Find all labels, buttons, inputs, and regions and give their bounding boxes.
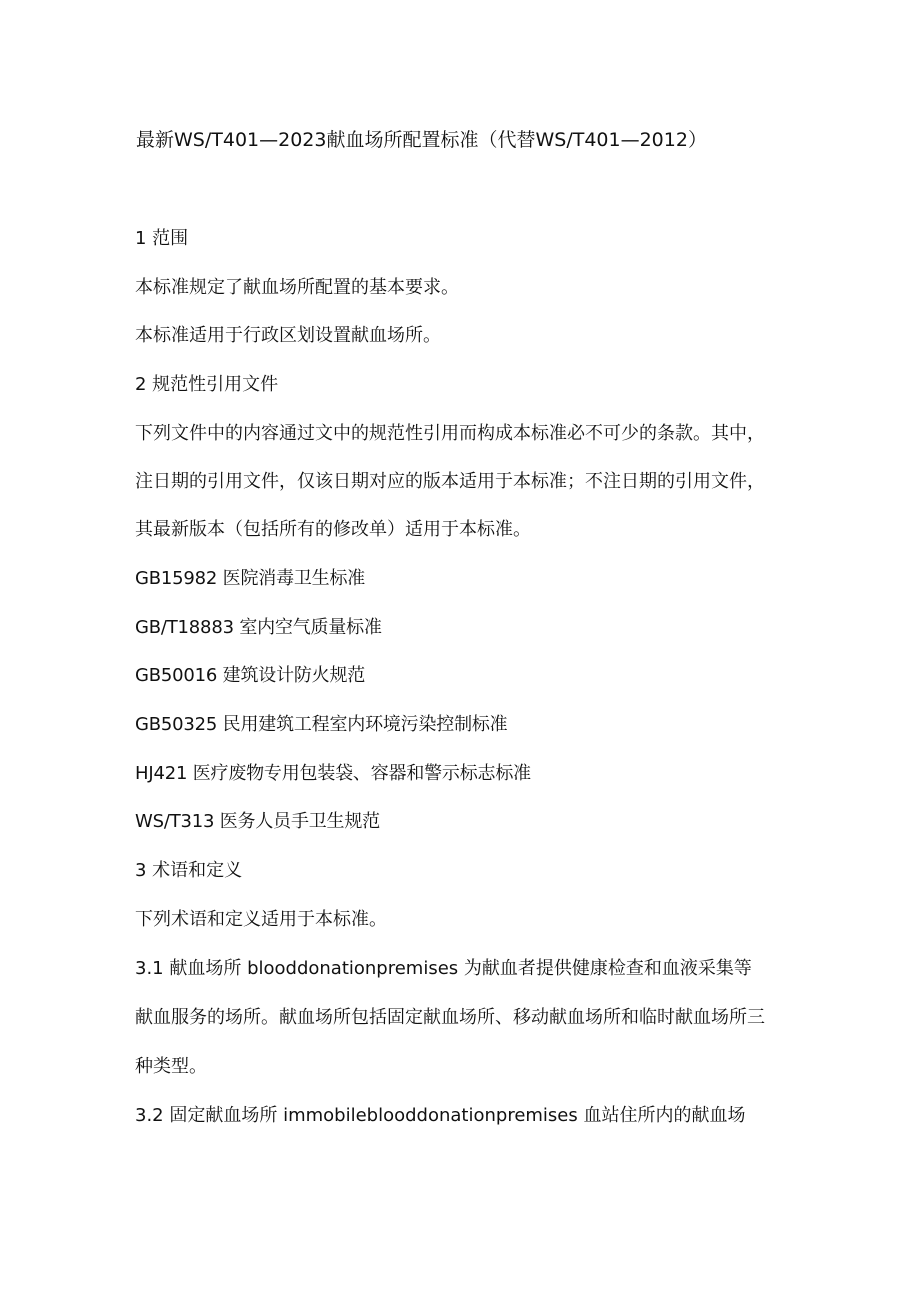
- section-heading-terms-definitions: 3 术语和定义: [135, 860, 243, 881]
- paragraph-normative-references-3: 其最新版本（包括所有的修改单）适用于本标准。: [135, 519, 531, 540]
- reference-item: GB/T18883 室内空气质量标准: [135, 617, 382, 638]
- paragraph-scope-1: 本标准规定了献血场所配置的基本要求。: [135, 277, 459, 298]
- term-3-2-line-1: 3.2 固定献血场所 immobileblooddonationpremises 血站住所内的献血场: [135, 1105, 746, 1126]
- term-3-1-line-2: 献血服务的场所。献血场所包括固定献血场所、移动献血场所和临时献血场所三: [135, 1007, 765, 1028]
- paragraph-normative-references-2: 注日期的引用文件，仅该日期对应的版本适用于本标准；不注日期的引用文件，: [135, 471, 765, 492]
- paragraph-terms-intro: 下列术语和定义适用于本标准。: [135, 909, 387, 930]
- paragraph-normative-references-1: 下列文件中的内容通过文中的规范性引用而构成本标准必不可少的条款。其中，: [135, 423, 765, 444]
- reference-item: GB15982 医院消毒卫生标准: [135, 568, 366, 589]
- document-title: 最新WS/T401—2023献血场所配置标准（代替WS/T401—2012）: [136, 129, 707, 151]
- section-heading-normative-references: 2 规范性引用文件: [135, 374, 279, 395]
- term-3-1-line-1: 3.1 献血场所 blooddonationpremises 为献血者提供健康检查和血液采集等: [135, 958, 752, 979]
- term-3-1-line-3: 种类型。: [135, 1056, 207, 1077]
- reference-item: WS/T313 医务人员手卫生规范: [135, 811, 380, 832]
- reference-item: HJ421 医疗废物专用包装袋、容器和警示标志标准: [135, 763, 531, 784]
- paragraph-scope-2: 本标准适用于行政区划设置献血场所。: [135, 325, 441, 346]
- section-heading-scope: 1 范围: [135, 228, 189, 249]
- reference-item: GB50016 建筑设计防火规范: [135, 665, 366, 686]
- reference-item: GB50325 民用建筑工程室内环境污染控制标准: [135, 714, 508, 735]
